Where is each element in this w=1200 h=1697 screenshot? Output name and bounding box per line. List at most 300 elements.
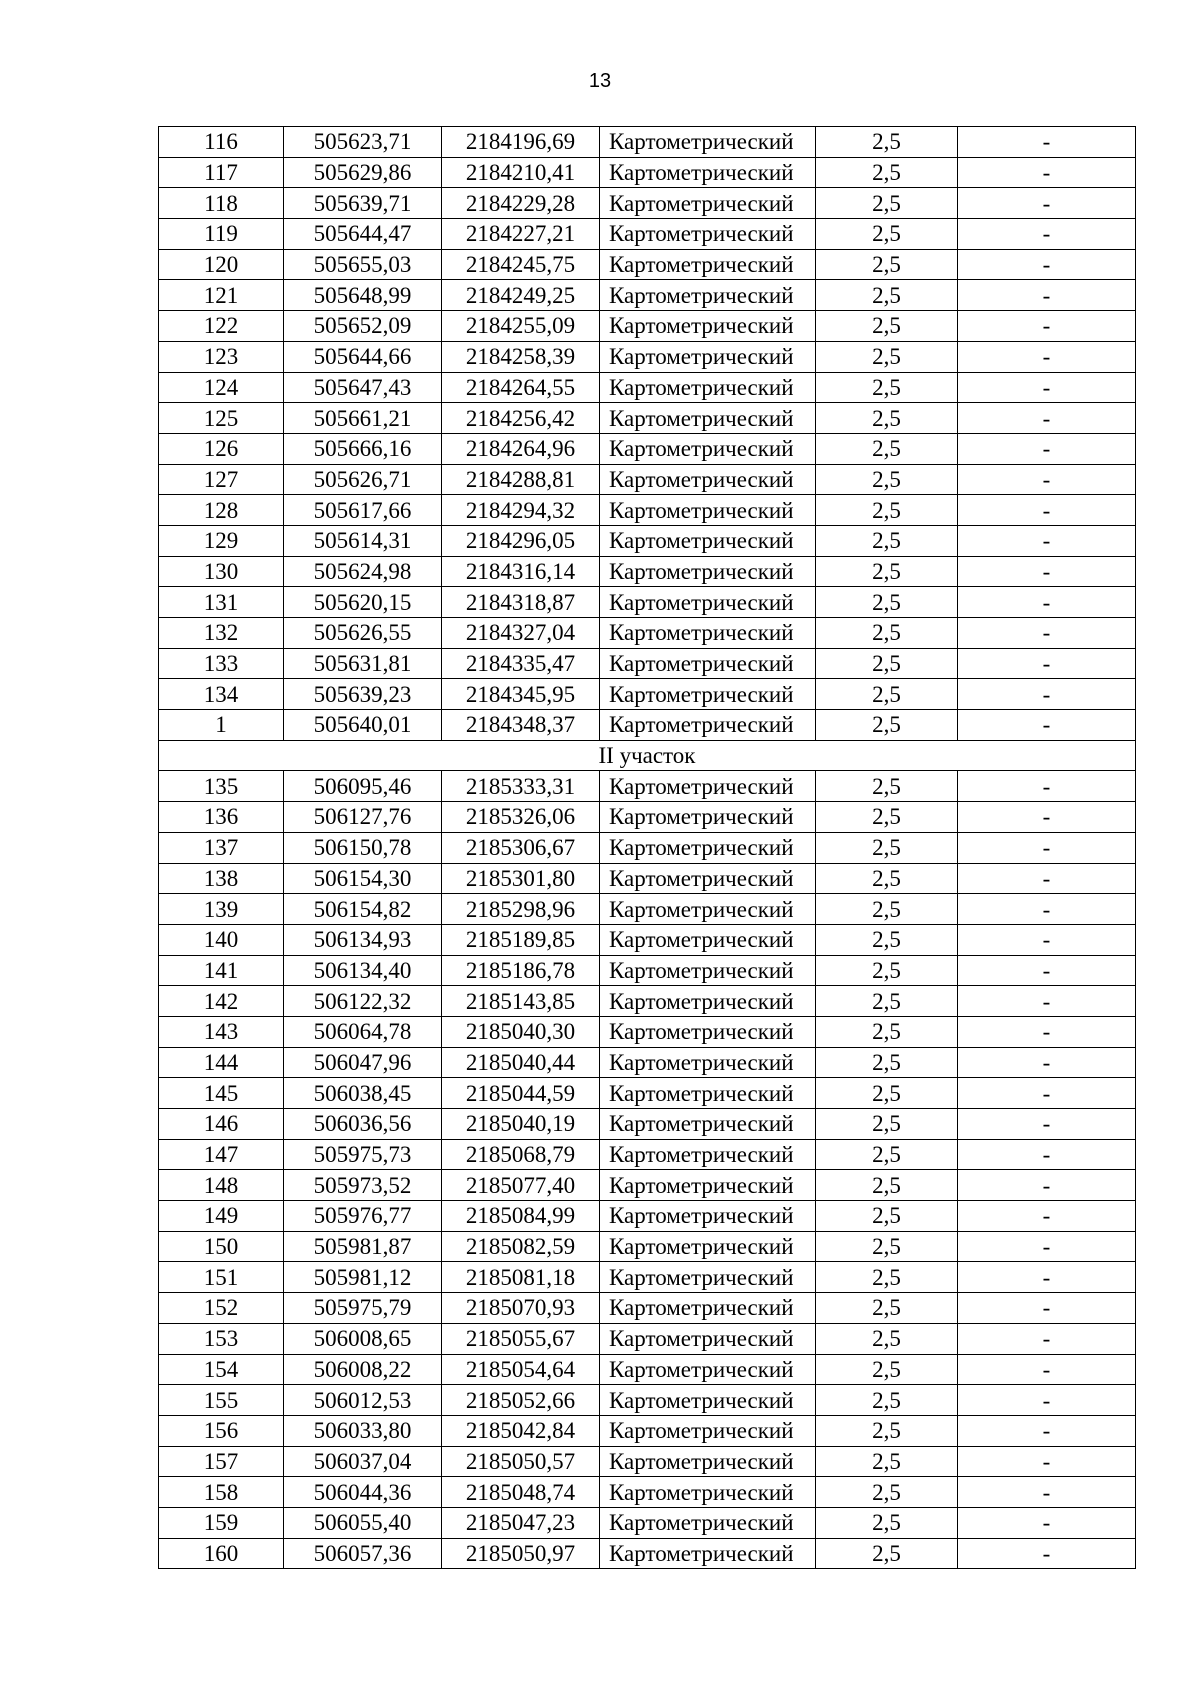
x-coordinate-cell: 505639,71: [284, 188, 442, 219]
y-coordinate-cell: 2185189,85: [442, 924, 600, 955]
method-cell: Картометрический: [600, 249, 816, 280]
method-cell: Картометрический: [600, 556, 816, 587]
method-cell: Картометрический: [600, 1354, 816, 1385]
accuracy-cell: 2,5: [816, 955, 958, 986]
y-coordinate-cell: 2185040,30: [442, 1016, 600, 1047]
point-number-cell: 144: [159, 1047, 284, 1078]
y-coordinate-cell: 2184264,96: [442, 433, 600, 464]
method-cell: Картометрический: [600, 1016, 816, 1047]
x-coordinate-cell: 506038,45: [284, 1078, 442, 1109]
point-number-cell: 158: [159, 1477, 284, 1508]
accuracy-cell: 2,5: [816, 618, 958, 649]
table-row: [159, 618, 1136, 649]
y-coordinate-cell: 2185082,59: [442, 1231, 600, 1262]
point-number-cell: 135: [159, 771, 284, 802]
note-cell: -: [958, 1016, 1136, 1047]
note-cell: -: [958, 1507, 1136, 1538]
x-coordinate-cell: 505629,86: [284, 157, 442, 188]
y-coordinate-cell: 2185068,79: [442, 1139, 600, 1170]
x-coordinate-cell: 506134,93: [284, 924, 442, 955]
x-coordinate-cell: 506012,53: [284, 1385, 442, 1416]
note-cell: -: [958, 679, 1136, 710]
x-coordinate-cell: 505626,55: [284, 618, 442, 649]
point-number-cell: 127: [159, 464, 284, 495]
method-cell: Картометрический: [600, 127, 816, 158]
y-coordinate-cell: 2184335,47: [442, 648, 600, 679]
accuracy-cell: 2,5: [816, 863, 958, 894]
y-coordinate-cell: 2184258,39: [442, 341, 600, 372]
table-row: [159, 648, 1136, 679]
note-cell: -: [958, 372, 1136, 403]
coordinates-table-body: [159, 127, 1136, 1569]
table-row: [159, 986, 1136, 1017]
table-row: [159, 188, 1136, 219]
x-coordinate-cell: 506037,04: [284, 1446, 442, 1477]
x-coordinate-cell: 505647,43: [284, 372, 442, 403]
x-coordinate-cell: 506036,56: [284, 1109, 442, 1140]
table-row: [159, 863, 1136, 894]
accuracy-cell: 2,5: [816, 157, 958, 188]
point-number-cell: 154: [159, 1354, 284, 1385]
point-number-cell: 1: [159, 710, 284, 741]
point-number-cell: 136: [159, 802, 284, 833]
method-cell: Картометрический: [600, 1139, 816, 1170]
point-number-cell: 143: [159, 1016, 284, 1047]
y-coordinate-cell: 2185070,93: [442, 1293, 600, 1324]
accuracy-cell: 2,5: [816, 802, 958, 833]
table-row: [159, 1415, 1136, 1446]
accuracy-cell: 2,5: [816, 1354, 958, 1385]
method-cell: Картометрический: [600, 1507, 816, 1538]
table-row: [159, 1446, 1136, 1477]
x-coordinate-cell: 505614,31: [284, 525, 442, 556]
point-number-cell: 142: [159, 986, 284, 1017]
note-cell: -: [958, 863, 1136, 894]
y-coordinate-cell: 2185084,99: [442, 1201, 600, 1232]
y-coordinate-cell: 2185047,23: [442, 1507, 600, 1538]
accuracy-cell: 2,5: [816, 188, 958, 219]
y-coordinate-cell: 2185081,18: [442, 1262, 600, 1293]
note-cell: -: [958, 710, 1136, 741]
method-cell: Картометрический: [600, 710, 816, 741]
accuracy-cell: 2,5: [816, 1323, 958, 1354]
table-row: [159, 341, 1136, 372]
y-coordinate-cell: 2185298,96: [442, 894, 600, 925]
accuracy-cell: 2,5: [816, 433, 958, 464]
x-coordinate-cell: 505620,15: [284, 587, 442, 618]
note-cell: -: [958, 1293, 1136, 1324]
x-coordinate-cell: 506044,36: [284, 1477, 442, 1508]
table-row: [159, 894, 1136, 925]
table-row: [159, 464, 1136, 495]
accuracy-cell: 2,5: [816, 341, 958, 372]
coordinates-table: [158, 126, 1136, 1569]
point-number-cell: 131: [159, 587, 284, 618]
table-row: [159, 219, 1136, 250]
note-cell: -: [958, 1201, 1136, 1232]
x-coordinate-cell: 505652,09: [284, 311, 442, 342]
method-cell: Картометрический: [600, 280, 816, 311]
y-coordinate-cell: 2185326,06: [442, 802, 600, 833]
point-number-cell: 123: [159, 341, 284, 372]
note-cell: -: [958, 433, 1136, 464]
method-cell: Картометрический: [600, 618, 816, 649]
y-coordinate-cell: 2185048,74: [442, 1477, 600, 1508]
method-cell: Картометрический: [600, 924, 816, 955]
x-coordinate-cell: 505666,16: [284, 433, 442, 464]
note-cell: -: [958, 403, 1136, 434]
y-coordinate-cell: 2185077,40: [442, 1170, 600, 1201]
x-coordinate-cell: 505639,23: [284, 679, 442, 710]
point-number-cell: 139: [159, 894, 284, 925]
accuracy-cell: 2,5: [816, 127, 958, 158]
method-cell: Картометрический: [600, 311, 816, 342]
note-cell: -: [958, 1415, 1136, 1446]
x-coordinate-cell: 505661,21: [284, 403, 442, 434]
method-cell: Картометрический: [600, 403, 816, 434]
point-number-cell: 134: [159, 679, 284, 710]
point-number-cell: 125: [159, 403, 284, 434]
point-number-cell: 150: [159, 1231, 284, 1262]
note-cell: -: [958, 249, 1136, 280]
y-coordinate-cell: 2184296,05: [442, 525, 600, 556]
note-cell: -: [958, 280, 1136, 311]
table-row: [159, 433, 1136, 464]
table-row: [159, 556, 1136, 587]
accuracy-cell: 2,5: [816, 1139, 958, 1170]
method-cell: Картометрический: [600, 1385, 816, 1416]
method-cell: Картометрический: [600, 832, 816, 863]
point-number-cell: 140: [159, 924, 284, 955]
table-row: [159, 802, 1136, 833]
y-coordinate-cell: 2185040,19: [442, 1109, 600, 1140]
point-number-cell: 153: [159, 1323, 284, 1354]
point-number-cell: 157: [159, 1446, 284, 1477]
accuracy-cell: 2,5: [816, 1446, 958, 1477]
note-cell: -: [958, 525, 1136, 556]
point-number-cell: 122: [159, 311, 284, 342]
table-row: [159, 127, 1136, 158]
method-cell: Картометрический: [600, 341, 816, 372]
accuracy-cell: 2,5: [816, 464, 958, 495]
note-cell: -: [958, 986, 1136, 1017]
note-cell: -: [958, 1231, 1136, 1262]
note-cell: -: [958, 618, 1136, 649]
x-coordinate-cell: 505626,71: [284, 464, 442, 495]
point-number-cell: 146: [159, 1109, 284, 1140]
note-cell: -: [958, 464, 1136, 495]
method-cell: Картометрический: [600, 894, 816, 925]
x-coordinate-cell: 506154,82: [284, 894, 442, 925]
method-cell: Картометрический: [600, 1477, 816, 1508]
y-coordinate-cell: 2184196,69: [442, 127, 600, 158]
note-cell: -: [958, 1262, 1136, 1293]
x-coordinate-cell: 505640,01: [284, 710, 442, 741]
x-coordinate-cell: 506064,78: [284, 1016, 442, 1047]
y-coordinate-cell: 2184245,75: [442, 249, 600, 280]
accuracy-cell: 2,5: [816, 372, 958, 403]
point-number-cell: 145: [159, 1078, 284, 1109]
table-row: [159, 1354, 1136, 1385]
x-coordinate-cell: 506055,40: [284, 1507, 442, 1538]
point-number-cell: 124: [159, 372, 284, 403]
point-number-cell: 133: [159, 648, 284, 679]
note-cell: -: [958, 894, 1136, 925]
y-coordinate-cell: 2184227,21: [442, 219, 600, 250]
table-row: [159, 1201, 1136, 1232]
note-cell: -: [958, 1047, 1136, 1078]
table-row: [159, 249, 1136, 280]
table-row: [159, 372, 1136, 403]
x-coordinate-cell: 506008,22: [284, 1354, 442, 1385]
x-coordinate-cell: 505975,79: [284, 1293, 442, 1324]
note-cell: -: [958, 127, 1136, 158]
method-cell: Картометрический: [600, 157, 816, 188]
method-cell: Картометрический: [600, 771, 816, 802]
point-number-cell: 156: [159, 1415, 284, 1446]
note-cell: -: [958, 802, 1136, 833]
note-cell: -: [958, 1446, 1136, 1477]
method-cell: Картометрический: [600, 986, 816, 1017]
point-number-cell: 121: [159, 280, 284, 311]
method-cell: Картометрический: [600, 219, 816, 250]
accuracy-cell: 2,5: [816, 1385, 958, 1416]
table-row: [159, 403, 1136, 434]
note-cell: -: [958, 1170, 1136, 1201]
accuracy-cell: 2,5: [816, 1538, 958, 1569]
point-number-cell: 137: [159, 832, 284, 863]
table-row: [159, 1109, 1136, 1140]
note-cell: -: [958, 1323, 1136, 1354]
x-coordinate-cell: 505976,77: [284, 1201, 442, 1232]
method-cell: Картометрический: [600, 1170, 816, 1201]
method-cell: Картометрический: [600, 1262, 816, 1293]
table-row: [159, 1477, 1136, 1508]
table-row: [159, 1262, 1136, 1293]
x-coordinate-cell: 506047,96: [284, 1047, 442, 1078]
table-row: [159, 924, 1136, 955]
accuracy-cell: 2,5: [816, 219, 958, 250]
accuracy-cell: 2,5: [816, 1078, 958, 1109]
y-coordinate-cell: 2185143,85: [442, 986, 600, 1017]
method-cell: Картометрический: [600, 863, 816, 894]
table-row: [159, 771, 1136, 802]
y-coordinate-cell: 2184318,87: [442, 587, 600, 618]
accuracy-cell: 2,5: [816, 587, 958, 618]
x-coordinate-cell: 505644,47: [284, 219, 442, 250]
method-cell: Картометрический: [600, 1415, 816, 1446]
accuracy-cell: 2,5: [816, 924, 958, 955]
x-coordinate-cell: 505623,71: [284, 127, 442, 158]
note-cell: -: [958, 1385, 1136, 1416]
accuracy-cell: 2,5: [816, 832, 958, 863]
x-coordinate-cell: 506095,46: [284, 771, 442, 802]
note-cell: -: [958, 341, 1136, 372]
method-cell: Картометрический: [600, 188, 816, 219]
y-coordinate-cell: 2184229,28: [442, 188, 600, 219]
method-cell: Картометрический: [600, 1047, 816, 1078]
x-coordinate-cell: 506033,80: [284, 1415, 442, 1446]
y-coordinate-cell: 2185306,67: [442, 832, 600, 863]
method-cell: Картометрический: [600, 802, 816, 833]
point-number-cell: 138: [159, 863, 284, 894]
y-coordinate-cell: 2185040,44: [442, 1047, 600, 1078]
table-row: [159, 280, 1136, 311]
point-number-cell: 118: [159, 188, 284, 219]
table-row: [159, 1385, 1136, 1416]
x-coordinate-cell: 505981,87: [284, 1231, 442, 1262]
method-cell: Картометрический: [600, 1201, 816, 1232]
table-row: [159, 1078, 1136, 1109]
y-coordinate-cell: 2185301,80: [442, 863, 600, 894]
x-coordinate-cell: 506134,40: [284, 955, 442, 986]
accuracy-cell: 2,5: [816, 280, 958, 311]
x-coordinate-cell: 506122,32: [284, 986, 442, 1017]
note-cell: -: [958, 587, 1136, 618]
y-coordinate-cell: 2185054,64: [442, 1354, 600, 1385]
x-coordinate-cell: 506150,78: [284, 832, 442, 863]
y-coordinate-cell: 2184255,09: [442, 311, 600, 342]
x-coordinate-cell: 506154,30: [284, 863, 442, 894]
section-title: II участок: [159, 740, 1136, 771]
table-row: [159, 1170, 1136, 1201]
y-coordinate-cell: 2185333,31: [442, 771, 600, 802]
y-coordinate-cell: 2185050,57: [442, 1446, 600, 1477]
accuracy-cell: 2,5: [816, 1047, 958, 1078]
accuracy-cell: 2,5: [816, 679, 958, 710]
x-coordinate-cell: 505973,52: [284, 1170, 442, 1201]
accuracy-cell: 2,5: [816, 710, 958, 741]
point-number-cell: 160: [159, 1538, 284, 1569]
note-cell: -: [958, 188, 1136, 219]
accuracy-cell: 2,5: [816, 1477, 958, 1508]
method-cell: Картометрический: [600, 495, 816, 526]
accuracy-cell: 2,5: [816, 1507, 958, 1538]
table-row: [159, 587, 1136, 618]
table-row: [159, 1016, 1136, 1047]
accuracy-cell: 2,5: [816, 1170, 958, 1201]
note-cell: -: [958, 157, 1136, 188]
x-coordinate-cell: 505975,73: [284, 1139, 442, 1170]
x-coordinate-cell: 505981,12: [284, 1262, 442, 1293]
table-row: [159, 525, 1136, 556]
point-number-cell: 147: [159, 1139, 284, 1170]
table-row: [159, 311, 1136, 342]
table-row: [159, 1507, 1136, 1538]
section-header-row: [159, 740, 1136, 771]
note-cell: -: [958, 648, 1136, 679]
table-row: [159, 1293, 1136, 1324]
table-row: [159, 157, 1136, 188]
y-coordinate-cell: 2184345,95: [442, 679, 600, 710]
accuracy-cell: 2,5: [816, 1415, 958, 1446]
point-number-cell: 129: [159, 525, 284, 556]
accuracy-cell: 2,5: [816, 1109, 958, 1140]
x-coordinate-cell: 505644,66: [284, 341, 442, 372]
point-number-cell: 151: [159, 1262, 284, 1293]
accuracy-cell: 2,5: [816, 1201, 958, 1232]
note-cell: -: [958, 832, 1136, 863]
method-cell: Картометрический: [600, 464, 816, 495]
note-cell: -: [958, 771, 1136, 802]
note-cell: -: [958, 1078, 1136, 1109]
method-cell: Картометрический: [600, 1323, 816, 1354]
note-cell: -: [958, 495, 1136, 526]
x-coordinate-cell: 505631,81: [284, 648, 442, 679]
method-cell: Картометрический: [600, 1109, 816, 1140]
accuracy-cell: 2,5: [816, 894, 958, 925]
point-number-cell: 126: [159, 433, 284, 464]
point-number-cell: 159: [159, 1507, 284, 1538]
method-cell: Картометрический: [600, 372, 816, 403]
method-cell: Картометрический: [600, 955, 816, 986]
note-cell: -: [958, 1354, 1136, 1385]
accuracy-cell: 2,5: [816, 1293, 958, 1324]
point-number-cell: 116: [159, 127, 284, 158]
y-coordinate-cell: 2185055,67: [442, 1323, 600, 1354]
x-coordinate-cell: 505655,03: [284, 249, 442, 280]
note-cell: -: [958, 1139, 1136, 1170]
y-coordinate-cell: 2185044,59: [442, 1078, 600, 1109]
y-coordinate-cell: 2184316,14: [442, 556, 600, 587]
note-cell: -: [958, 219, 1136, 250]
table-row: [159, 832, 1136, 863]
x-coordinate-cell: 506008,65: [284, 1323, 442, 1354]
accuracy-cell: 2,5: [816, 525, 958, 556]
accuracy-cell: 2,5: [816, 1016, 958, 1047]
method-cell: Картометрический: [600, 587, 816, 618]
accuracy-cell: 2,5: [816, 1262, 958, 1293]
note-cell: -: [958, 924, 1136, 955]
table-row: [159, 679, 1136, 710]
y-coordinate-cell: 2184348,37: [442, 710, 600, 741]
method-cell: Картометрический: [600, 679, 816, 710]
note-cell: -: [958, 1477, 1136, 1508]
x-coordinate-cell: 505648,99: [284, 280, 442, 311]
point-number-cell: 132: [159, 618, 284, 649]
accuracy-cell: 2,5: [816, 648, 958, 679]
y-coordinate-cell: 2184288,81: [442, 464, 600, 495]
y-coordinate-cell: 2184327,04: [442, 618, 600, 649]
point-number-cell: 130: [159, 556, 284, 587]
point-number-cell: 117: [159, 157, 284, 188]
point-number-cell: 119: [159, 219, 284, 250]
y-coordinate-cell: 2185042,84: [442, 1415, 600, 1446]
page-number: 13: [588, 70, 612, 92]
method-cell: Картометрический: [600, 648, 816, 679]
method-cell: Картометрический: [600, 1078, 816, 1109]
y-coordinate-cell: 2184294,32: [442, 495, 600, 526]
method-cell: Картометрический: [600, 1538, 816, 1569]
table-row: [159, 495, 1136, 526]
x-coordinate-cell: 505617,66: [284, 495, 442, 526]
accuracy-cell: 2,5: [816, 249, 958, 280]
table-row: [159, 1538, 1136, 1569]
y-coordinate-cell: 2184210,41: [442, 157, 600, 188]
accuracy-cell: 2,5: [816, 1231, 958, 1262]
accuracy-cell: 2,5: [816, 986, 958, 1017]
table-row: [159, 1231, 1136, 1262]
accuracy-cell: 2,5: [816, 556, 958, 587]
x-coordinate-cell: 506057,36: [284, 1538, 442, 1569]
accuracy-cell: 2,5: [816, 311, 958, 342]
point-number-cell: 141: [159, 955, 284, 986]
method-cell: Картометрический: [600, 1231, 816, 1262]
accuracy-cell: 2,5: [816, 771, 958, 802]
point-number-cell: 155: [159, 1385, 284, 1416]
point-number-cell: 148: [159, 1170, 284, 1201]
accuracy-cell: 2,5: [816, 495, 958, 526]
